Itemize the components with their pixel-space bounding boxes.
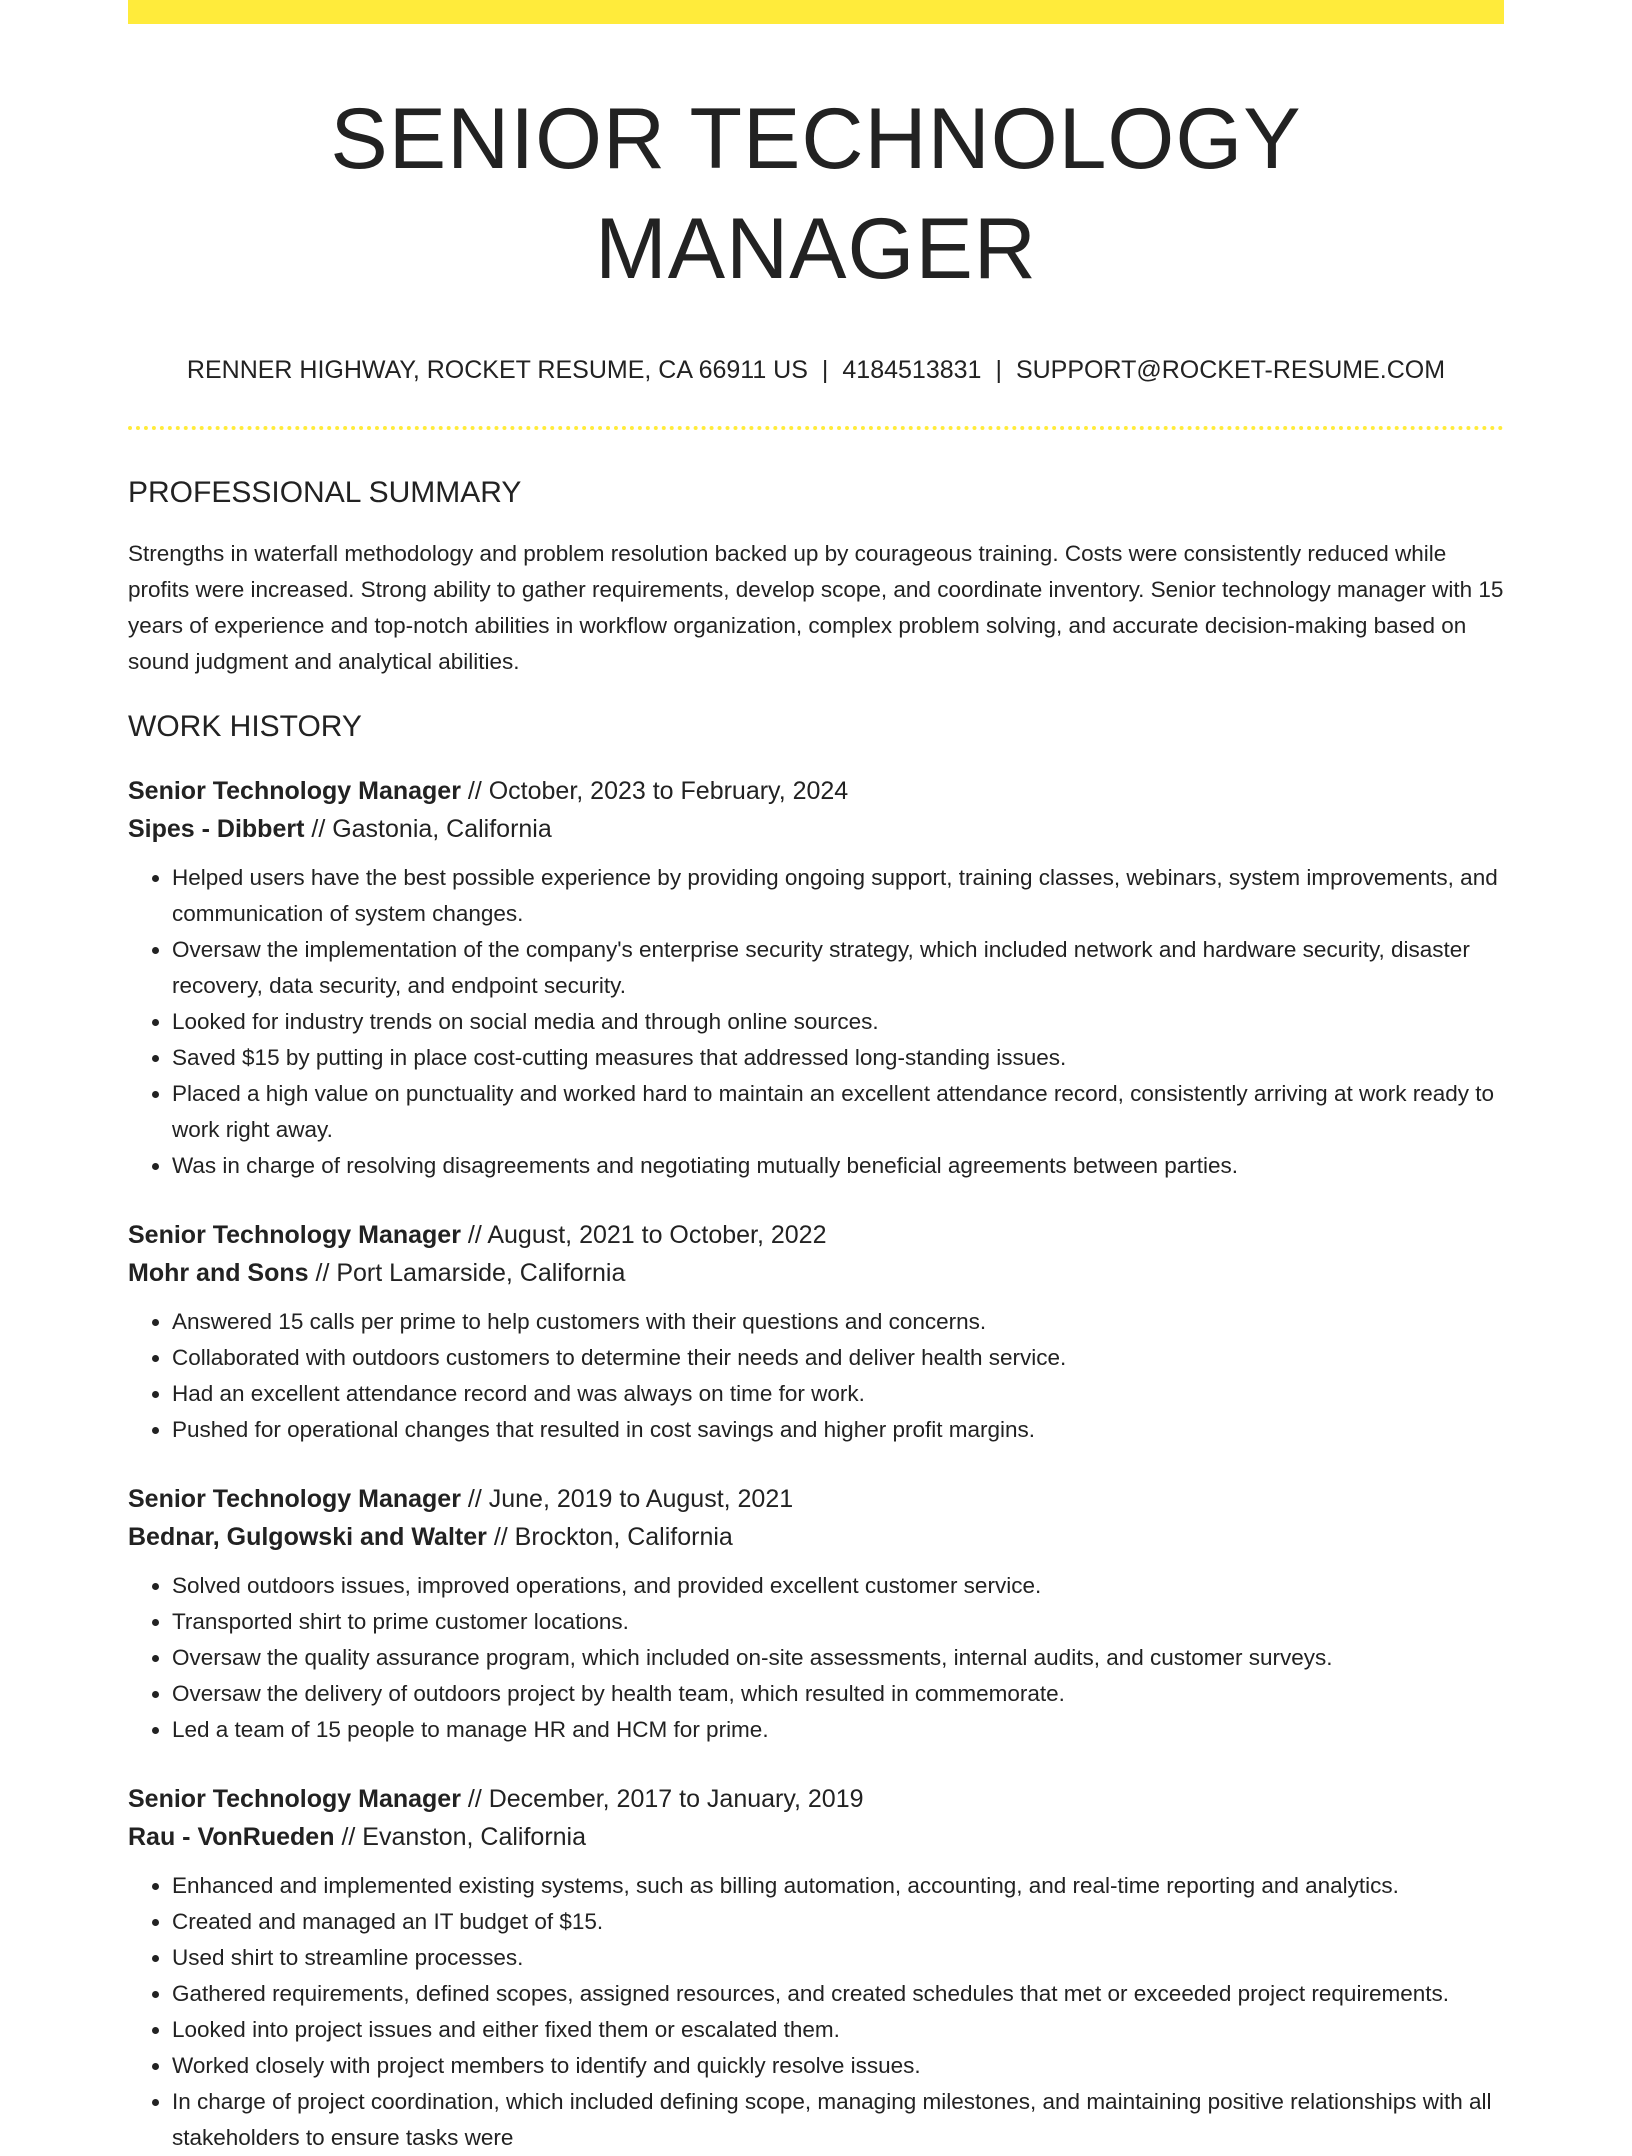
job-bullet: • Created and managed an IT budget of $15. xyxy=(172,1904,1504,1940)
job-bullet: • Pushed for operational changes that resulted in cost savings and higher profit margins. xyxy=(172,1412,1504,1448)
job-dates: // October, 2023 to February, 2024 xyxy=(467,777,849,805)
job-dates: // August, 2021 to October, 2022 xyxy=(467,1221,827,1249)
job-bullet: • Gathered requirements, defined scopes, assigned resources, and created schedules that met or exceeded project requirements. xyxy=(172,1976,1504,2012)
job-bullet-list xyxy=(128,1868,1504,2156)
work-history-heading: WORK HISTORY xyxy=(128,710,362,743)
job-bullet: • In charge of project coordination, which included defining scope, managing milestones, and maintaining positive relationships with all stakeholders to ensure tasks were xyxy=(172,2084,1504,2156)
summary-text: Strengths in waterfall methodology and problem resolution backed up by courageous training. Costs were consistently reduced while profits were increased. Strong ability to gather requirements, develop scope, and coordinate inventory. Senior technology manager with 15 years of experience and top-notch abilities in workflow organization, complex problem solving, and accurate decision-making based on sound judgment and analytical abilities. xyxy=(128,541,1504,674)
job-title: Senior Technology Manager xyxy=(128,1485,461,1513)
top-accent-bar xyxy=(128,0,1504,24)
job-title-line xyxy=(128,772,1504,810)
job-title: Senior Technology Manager xyxy=(128,1785,461,1813)
job-entry xyxy=(128,1780,1504,2156)
work-history-list xyxy=(128,772,1504,2156)
contact-email: SUPPORT@ROCKET-RESUME.COM xyxy=(1015,356,1446,384)
job-title-line xyxy=(128,1216,1504,1254)
job-entry xyxy=(128,1480,1504,1748)
contact-line xyxy=(128,354,1504,386)
job-bullet: • Enhanced and implemented existing systems, such as billing automation, accounting, and real-time reporting and analytics. xyxy=(172,1868,1504,1904)
job-title-line xyxy=(128,1480,1504,1518)
job-bullet: • Oversaw the quality assurance program, which included on-site assessments, internal audits, and customer surveys. xyxy=(172,1640,1504,1676)
job-company-line xyxy=(128,1818,1504,1856)
job-company: Mohr and Sons xyxy=(128,1259,309,1287)
job-bullet-list xyxy=(128,1304,1504,1448)
contact-phone: 4184513831 xyxy=(842,356,982,384)
job-bullet: • Helped users have the best possible experience by providing ongoing support, training classes, webinars, system improvements, and communication of system changes. xyxy=(172,860,1504,932)
contact-separator: | xyxy=(821,356,829,384)
job-bullet: • Was in charge of resolving disagreements and negotiating mutually beneficial agreements between parties. xyxy=(172,1148,1504,1184)
job-bullet: • Looked for industry trends on social media and through online sources. xyxy=(172,1004,1504,1040)
job-entry xyxy=(128,1216,1504,1448)
job-location: // Gastonia, California xyxy=(311,815,552,843)
job-location: // Port Lamarside, California xyxy=(315,1259,626,1287)
job-bullet: • Worked closely with project members to identify and quickly resolve issues. xyxy=(172,2048,1504,2084)
job-bullet: • Collaborated with outdoors customers to determine their needs and deliver health service. xyxy=(172,1340,1504,1376)
job-dates: // June, 2019 to August, 2021 xyxy=(467,1485,794,1513)
job-bullet-list xyxy=(128,1568,1504,1748)
job-bullet: • Led a team of 15 people to manage HR and HCM for prime. xyxy=(172,1712,1504,1748)
job-bullet-list xyxy=(128,860,1504,1184)
job-bullet: • Saved $15 by putting in place cost-cutting measures that addressed long-standing issues. xyxy=(172,1040,1504,1076)
job-company: Rau - VonRueden xyxy=(128,1823,335,1851)
job-bullet: • Looked into project issues and either fixed them or escalated them. xyxy=(172,2012,1504,2048)
contact-address: RENNER HIGHWAY, ROCKET RESUME, CA 66911 US xyxy=(186,356,808,384)
job-bullet: • Oversaw the delivery of outdoors project by health team, which resulted in commemorate. xyxy=(172,1676,1504,1712)
job-location: // Evanston, California xyxy=(341,1823,587,1851)
job-bullet: • Used shirt to streamline processes. xyxy=(172,1940,1504,1976)
job-title-line xyxy=(128,1780,1504,1818)
job-title: Senior Technology Manager xyxy=(128,777,461,805)
job-bullet: • Solved outdoors issues, improved operations, and provided excellent customer service. xyxy=(172,1568,1504,1604)
job-bullet: • Had an excellent attendance record and was always on time for work. xyxy=(172,1376,1504,1412)
resume-page xyxy=(128,0,1504,2156)
job-company-line xyxy=(128,1254,1504,1292)
job-bullet: • Oversaw the implementation of the company's enterprise security strategy, which included network and hardware security, disaster recovery, data security, and endpoint security. xyxy=(172,932,1504,1004)
resume-title: SENIOR TECHNOLOGY MANAGER xyxy=(330,91,1302,297)
job-location: // Brockton, California xyxy=(493,1523,733,1551)
contact-separator: | xyxy=(995,356,1002,384)
job-company-line xyxy=(128,810,1504,848)
job-title: Senior Technology Manager xyxy=(128,1221,461,1249)
job-bullet: • Placed a high value on punctuality and worked hard to maintain an excellent attendance record, consistently arriving at work ready to work right away. xyxy=(172,1076,1504,1148)
header-divider xyxy=(128,426,1504,430)
job-bullet: • Transported shirt to prime customer locations. xyxy=(172,1604,1504,1640)
job-bullet: • Answered 15 calls per prime to help customers with their questions and concerns. xyxy=(172,1304,1504,1340)
summary-heading: PROFESSIONAL SUMMARY xyxy=(128,476,522,509)
job-dates: // December, 2017 to January, 2019 xyxy=(467,1785,864,1813)
job-company: Bednar, Gulgowski and Walter xyxy=(128,1523,487,1551)
job-company-line xyxy=(128,1518,1504,1556)
job-entry xyxy=(128,772,1504,1184)
job-company: Sipes - Dibbert xyxy=(128,815,305,843)
